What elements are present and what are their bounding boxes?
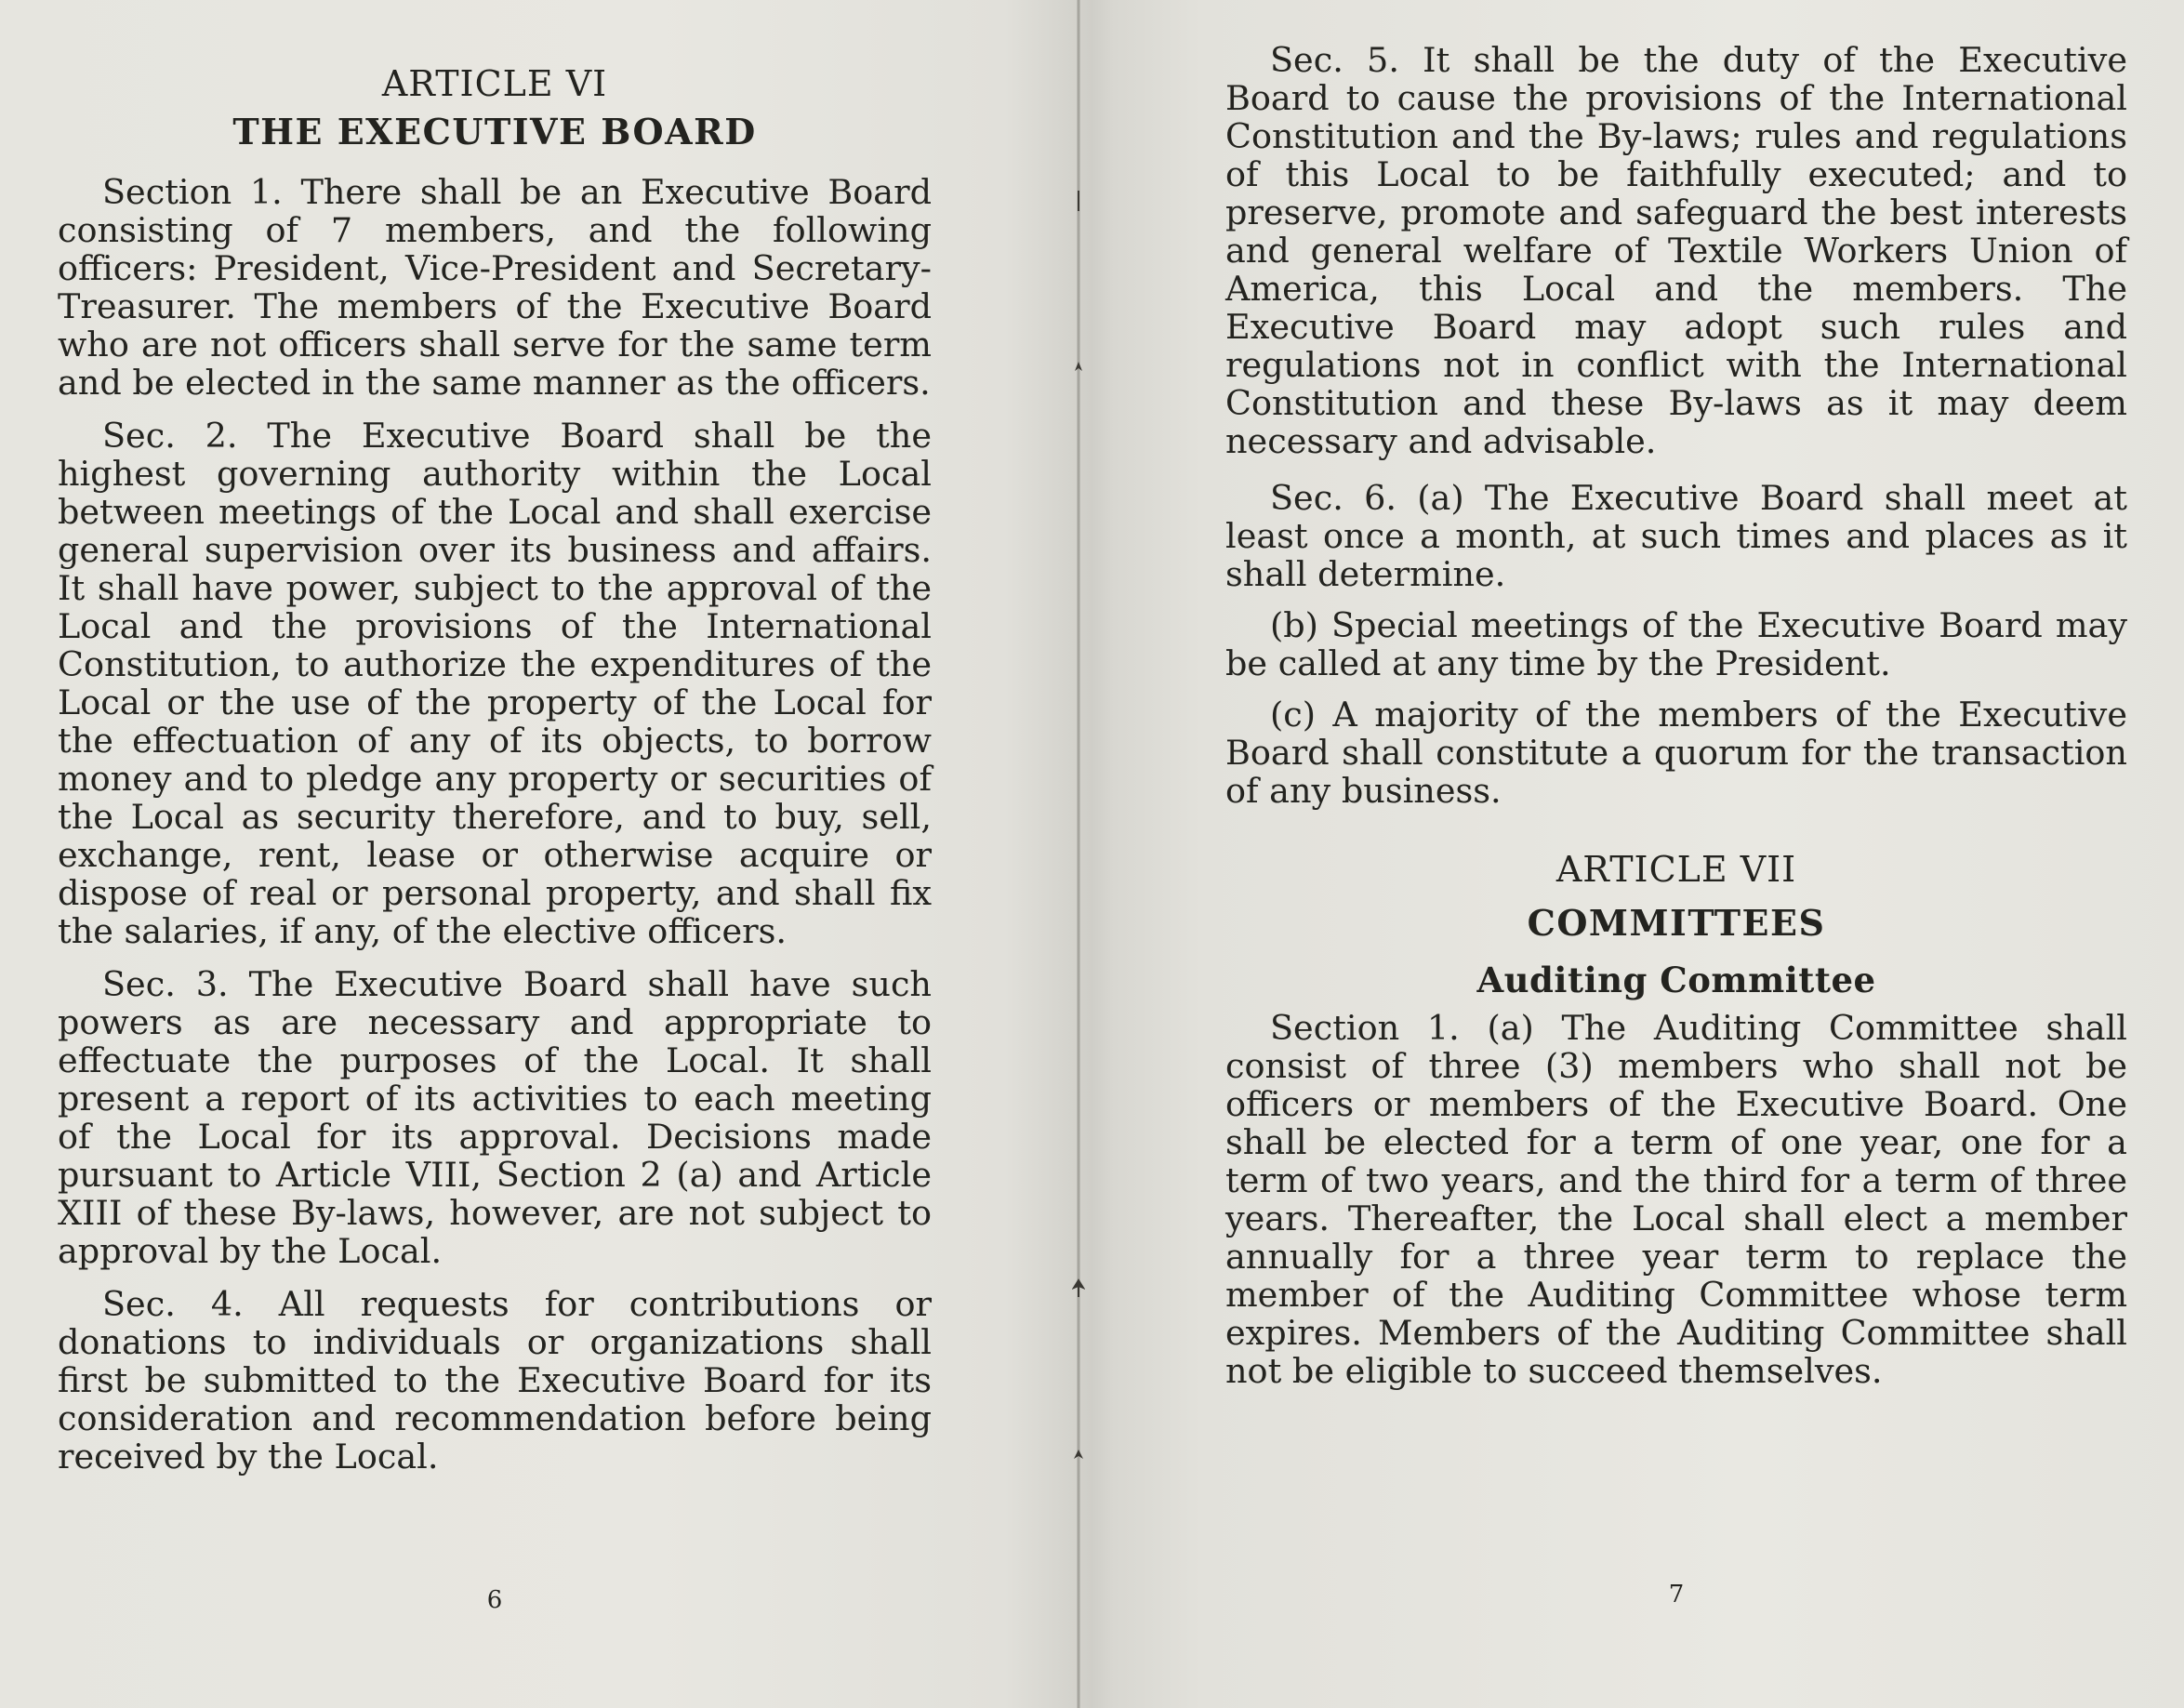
staple-mark bbox=[1072, 358, 1085, 378]
section-paragraph: Sec. 2. The Executive Board shall be the highest governing authority within the Local between meetings of the Local and shall exercise general supervision over its business and affairs. It shall have power, subject to the approval of the Local and the provisions of the International Constitution, to authorize the expenditures of the Local or the use of the property of the Local for the effectuation of any of its objects, to borrow money and to pledge any property or securities of the Local as security therefore, and to buy, sell, exchange, rent, lease or otherwise acquire or dispose of real or personal property, and shall fix the salaries, if any, of the elective officers. bbox=[58, 416, 932, 951]
section-paragraph: (c) A majority of the members of the Executive Board shall constitute a quorum for the transaction of any business. bbox=[1225, 695, 2127, 811]
section-paragraph: Sec. 5. It shall be the duty of the Executive Board to cause the provisions of the International Constitution and the By-laws; rules and regulations of this Local to be faithfully executed; and to preserve, promote and safeguard the best interests and general welfare of Textile Workers Union of America, this Local and the members. The Executive Board may adopt such rules and regulations not in conflict with the International Constitution and these By-laws as it may deem necessary and advisable. bbox=[1225, 40, 2127, 461]
staple-mark bbox=[1072, 191, 1085, 211]
section-paragraph: Section 1. There shall be an Executive Board consisting of 7 members, and the following officers: President, Vice-President and Secretary-Treasurer. The members of the Executive Board who are not officers shall serve for the same term and be elected in the same manner as the officers. bbox=[58, 172, 932, 403]
staple-mark bbox=[1072, 1446, 1085, 1466]
section-paragraph: (b) Special meetings of the Executive Board may be called at any time by the President. bbox=[1225, 605, 2127, 683]
section-paragraph: Sec. 4. All requests for contributions or donations to individuals or organizations shall first be submitted to the Executive Board for its consideration and recommendation before being received by the Local. bbox=[58, 1284, 932, 1476]
right-page bbox=[1225, 0, 2127, 1708]
article-title: THE EXECUTIVE BOARD bbox=[232, 111, 757, 152]
article-title: COMMITTEES bbox=[1527, 902, 1826, 944]
article-number: ARTICLE VII bbox=[1555, 849, 1797, 890]
article-number: ARTICLE VI bbox=[381, 63, 608, 104]
page-number: 7 bbox=[1668, 1581, 1685, 1609]
staple-mark bbox=[1072, 1278, 1085, 1299]
page-number: 6 bbox=[486, 1586, 503, 1614]
subheading: Auditing Committee bbox=[1476, 960, 1876, 1000]
section-paragraph: Sec. 6. (a) The Executive Board shall meet at least once a month, at such times and places as it shall determine. bbox=[1225, 478, 2127, 594]
left-page bbox=[58, 0, 932, 1708]
section-paragraph: Sec. 3. The Executive Board shall have such powers as are necessary and appropriate to effectuate the purposes of the Local. It shall present a report of its activities to each meeting of the Local for its approval. Decisions made pursuant to Article VIII, Section 2 (a) and Article XIII of these By-laws, however, are not subject to approval by the Local. bbox=[58, 964, 932, 1271]
section-paragraph: Section 1. (a) The Auditing Committee shall consist of three (3) members who shall not be officers or members of the Executive Board. One shall be elected for a term of one year, one for a term of two years, and the third for a term of three years. Thereafter, the Local shall elect a member annually for a three year term to replace the member of the Auditing Committee whose term expires. Members of the Auditing Committee shall not be eligible to succeed themselves. bbox=[1225, 1008, 2127, 1391]
